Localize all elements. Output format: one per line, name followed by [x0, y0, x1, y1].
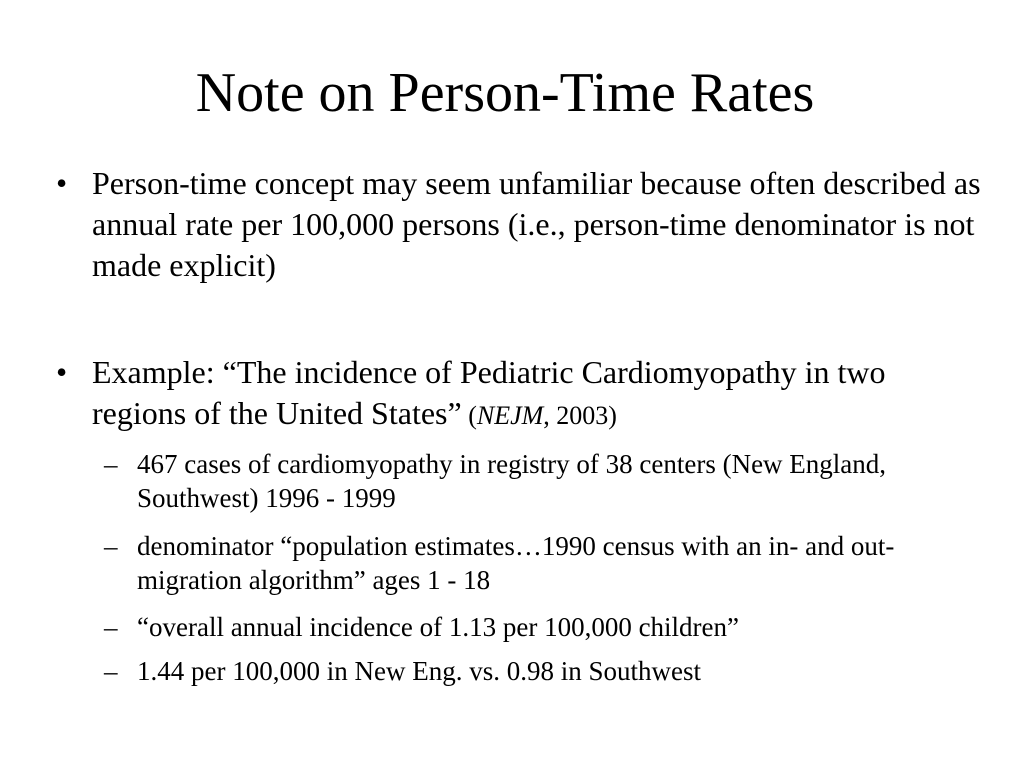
subitem-marker: –: [104, 531, 118, 561]
subitem-text: 467 cases of cardiomyopathy in registry of 38 centers (New England, Southwest) 1996 - 1999: [137, 449, 887, 513]
citation-open: (: [461, 401, 477, 430]
bullet-text-container: [92, 352, 986, 436]
subitem-regional-comparison: [104, 654, 984, 688]
bullet-text: Person-time concept may seem unfamiliar because often described as annual rate per 100,000 persons (i.e., person-time denominator is not made explicit): [92, 165, 981, 283]
bullet-marker: •: [56, 165, 68, 201]
subitem-marker: –: [104, 612, 118, 642]
subitem-overall-incidence: [104, 610, 984, 644]
bullet-example: [56, 352, 986, 436]
citation-journal: NEJM: [476, 401, 544, 430]
subitem-marker: –: [104, 449, 118, 479]
subitem-marker: –: [104, 656, 118, 686]
slide-title: Note on Person-Time Rates: [195, 62, 815, 124]
subitem-text: 1.44 per 100,000 in New Eng. vs. 0.98 in Southwest: [137, 656, 701, 686]
bullet-marker: •: [56, 354, 68, 390]
subitem-cases: [104, 447, 984, 515]
subitem-denominator: [104, 529, 984, 597]
subitem-text: “overall annual incidence of 1.13 per 100,000 children”: [137, 612, 740, 642]
citation: [462, 401, 617, 430]
bullet-text: Example: “The incidence of Pediatric Cardiomyopathy in two regions of the United States”: [92, 354, 886, 431]
citation-rest: , 2003): [543, 401, 617, 430]
subitem-text: denominator “population estimates…1990 census with an in- and out-migration algorithm” ages 1 - 18: [137, 531, 895, 595]
bullet-person-time-concept: [56, 163, 986, 286]
